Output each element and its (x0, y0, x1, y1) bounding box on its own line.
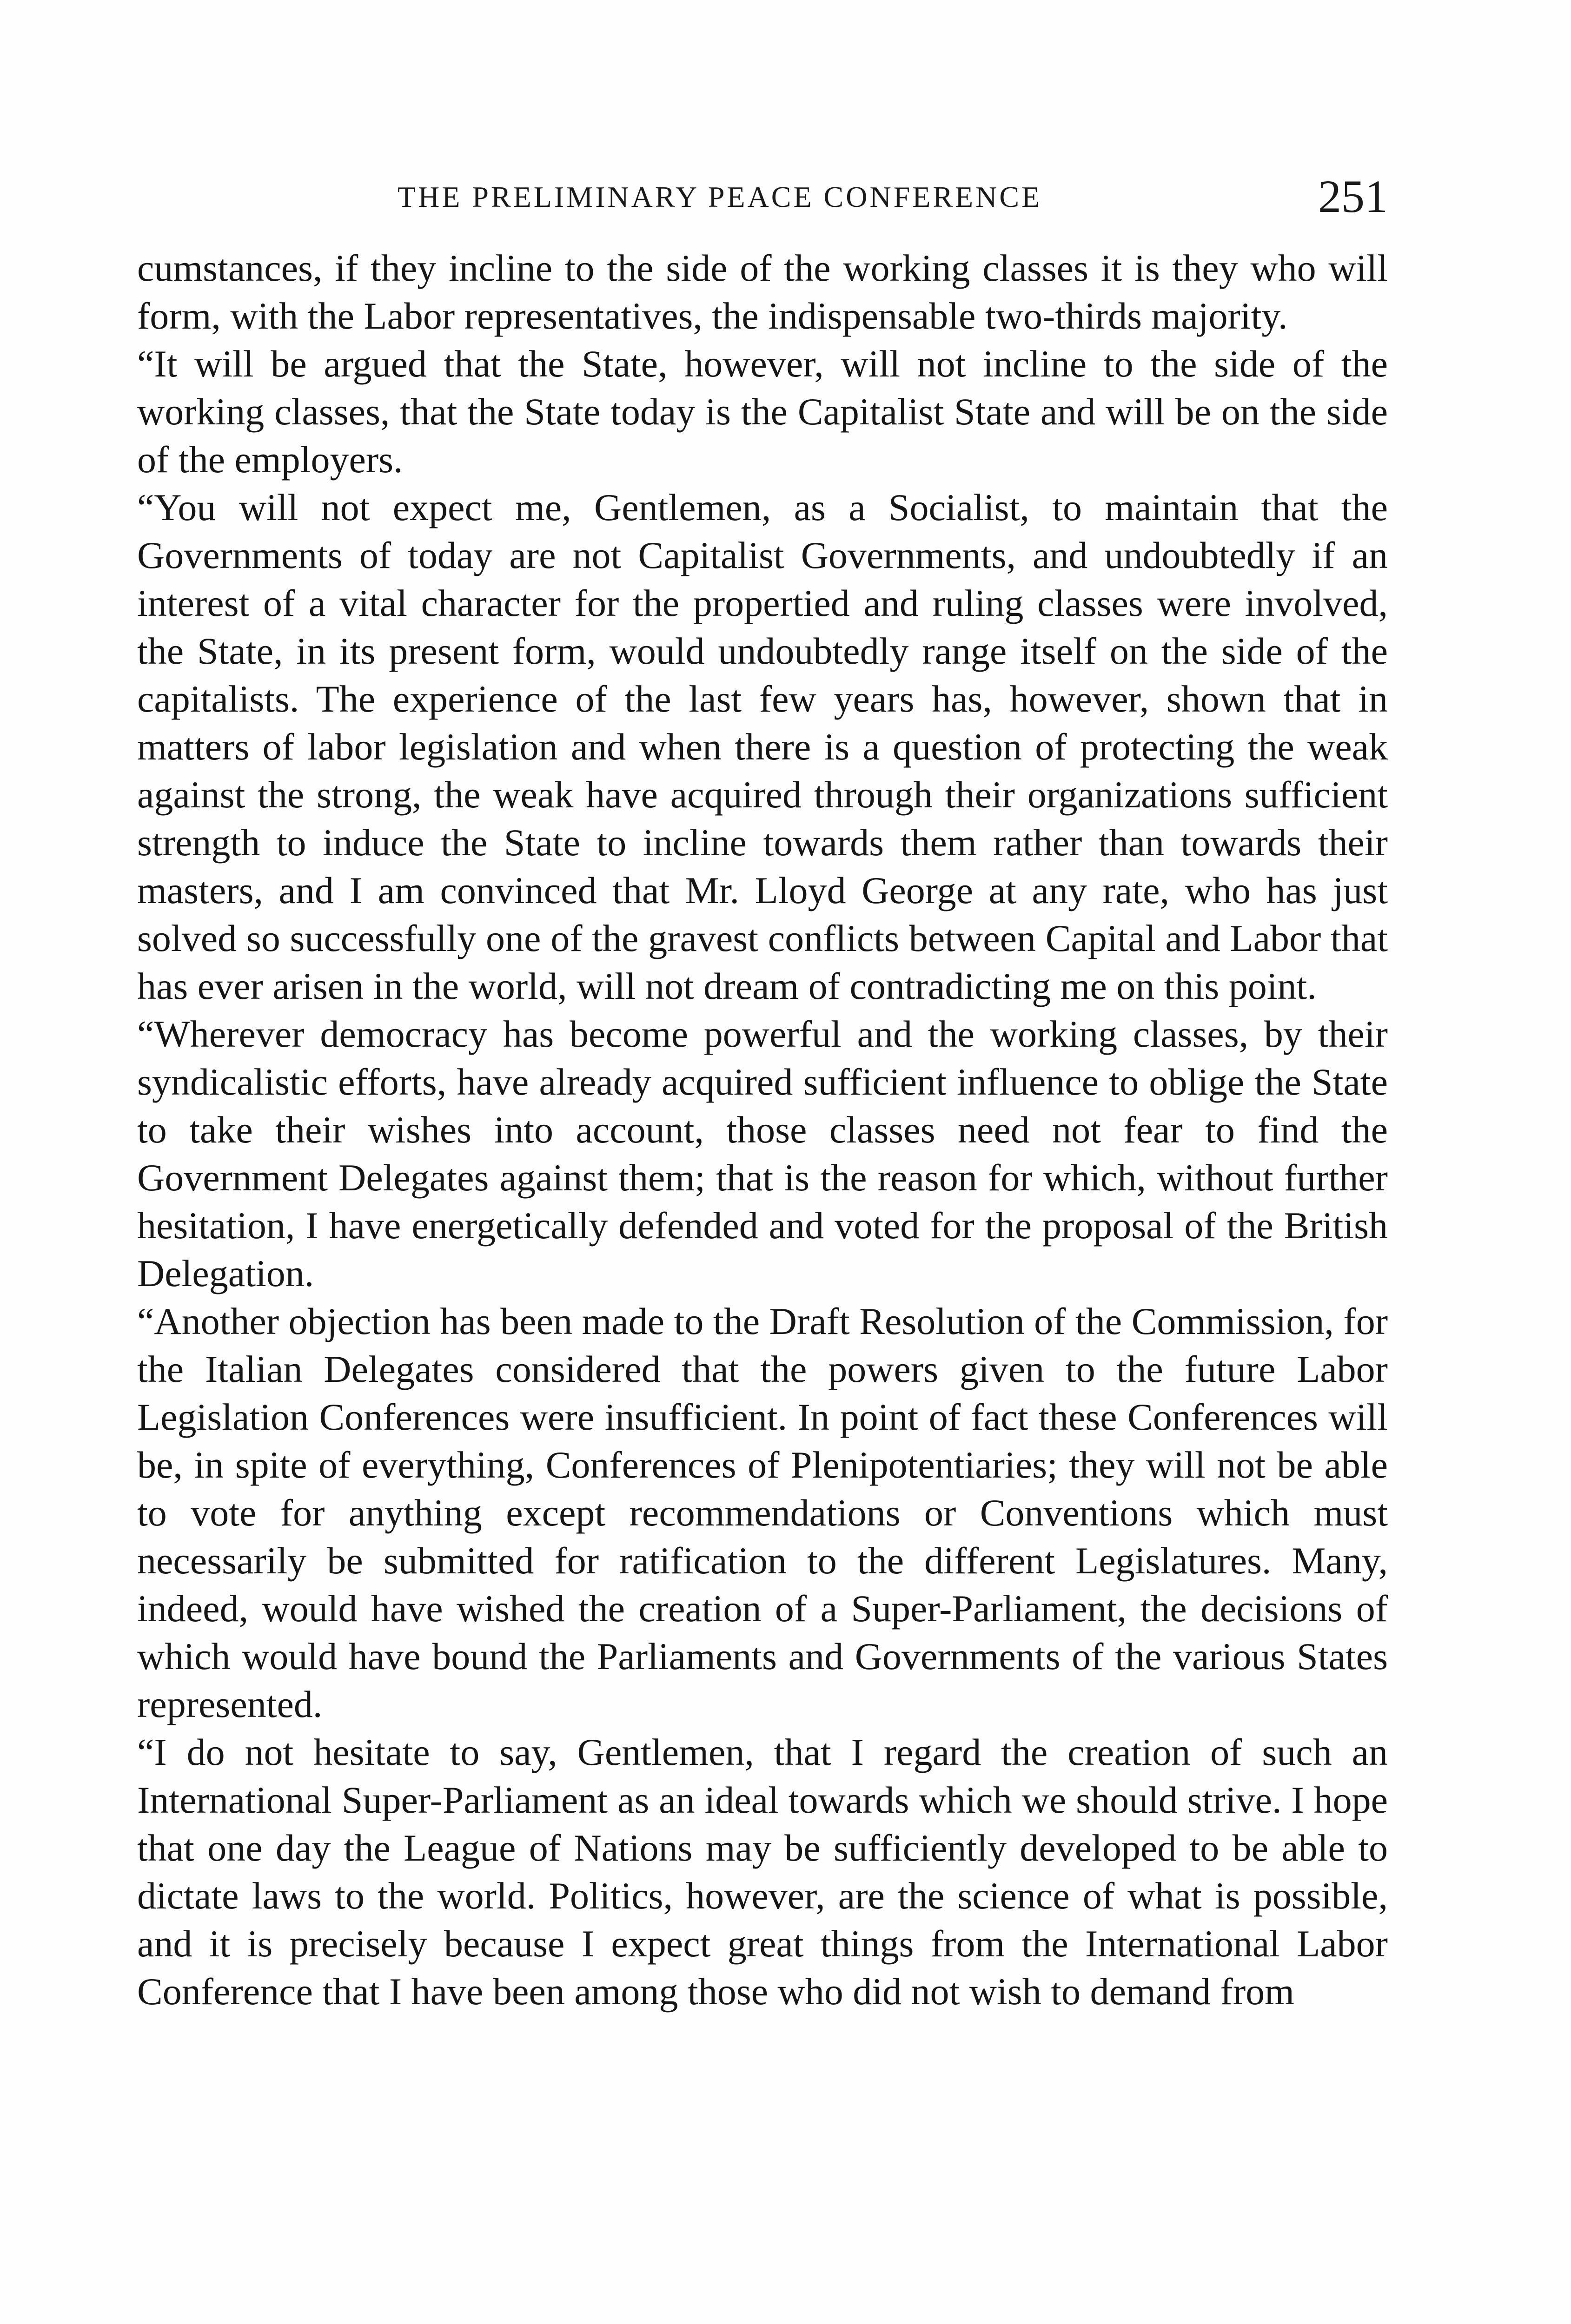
page-header (137, 170, 1388, 225)
paragraph-3: “You will not expect me, Gentlemen, as a Socialist, to maintain that the Governments of today are not Capitalist Governments, and undoubtedly if an interest of a vital character for the propertied and ruling classes were involved, the State, in its present form, would undoubtedly range itself on the side of the capitalists. The experience of the last few years has, however, shown that in matters of labor legislation and when there is a question of protecting the weak against the strong, the weak have acquired through their organizations sufficient strength to induce the State to incline towards them rather than towards their masters, and I am convinced that Mr. Lloyd George at any rate, who has just solved so successfully one of the gravest conflicts between Capital and Labor that has ever arisen in the world, will not dream of contradicting me on this point. (137, 486, 1388, 1007)
paragraph-6: “I do not hesitate to say, Gentlemen, that I regard the creation of such an International Super-Parliament as an ideal towards which we should strive. I hope that one day the League of Nations may be sufficiently developed to be able to dictate laws to the world. Politics, however, are the science of what is possible, and it is precisely because I expect great things from the International Labor Conference that I have been among those who did not wish to demand from (137, 1731, 1388, 2013)
paragraph-5: “Another objection has been made to the Draft Resolution of the Commission, for the Italian Delegates considered that the powers given to the future Labor Legislation Conferences were insufficient. In point of fact these Conferences will be, in spite of everything, Conferences of Plenipotentiaries; they will not be able to vote for anything except recommendations or Conventions which must necessarily be submitted for ratification to the different Legislatures. Many, indeed, would have wished the creation of a Super-Parliament, the decisions of which would have bound the Parliaments and Governments of the various States represented. (137, 1300, 1388, 1725)
running-head: THE PRELIMINARY PEACE CONFERENCE (398, 180, 1042, 213)
paragraph-4: “Wherever democracy has become powerful and the working classes, by their syndicalistic efforts, have already acquired sufficient influence to oblige the State to take their wishes into account, those classes need not fear to find the Government Delegates against them; that is the reason for which, without further hesitation, I have energetically defended and voted for the proposal of the British Delegation. (137, 1013, 1388, 1294)
paragraph-2: “It will be argued that the State, however, will not incline to the side of the working classes, that the State today is the Capitalist State and will be on the side of the employers. (137, 343, 1388, 481)
page-number: 251 (1318, 171, 1388, 222)
body-text (137, 244, 1388, 2015)
paragraph-1: cumstances, if they incline to the side of the working classes it is they who will form, with the Labor representatives, the indispensable two-thirds majority. (137, 247, 1388, 337)
